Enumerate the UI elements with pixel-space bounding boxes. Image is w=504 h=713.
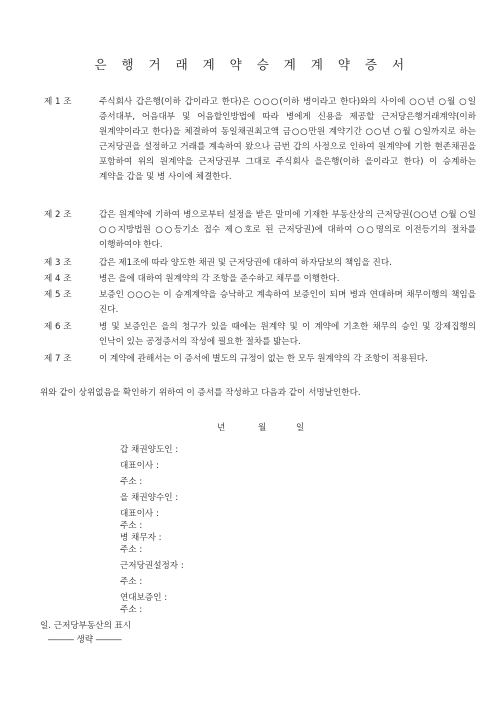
document-title: 은 행 거 래 계 약 승 계 계 약 증 서 [94,57,410,72]
article-number: 제 2 조 [44,210,72,220]
transferor-rep-label: 대표이사 : [120,461,159,471]
article-number: 제 3 조 [44,258,72,268]
transferor-addr-label: 주소 : [120,477,143,487]
date-day: 일 [296,423,305,433]
guarantor-label: 연대보증인 : [120,593,168,603]
debtor-addr-label: 주소 : [120,545,143,555]
debtor-label: 병 채무자 : [120,533,162,543]
guarantor-addr-label: 주소 : [120,605,143,615]
transferor-label: 갑 채권양도인 : [120,445,179,455]
article-number: 제 5 조 [44,290,72,300]
date-month: 월 [258,423,267,433]
article-number: 제 1 조 [44,97,72,107]
article-2 [44,208,476,253]
closing-statement: 위와 같이 상위없음을 확인하기 위하여 이 증서를 작성하고 다음과 같이 서명날인한다. [40,388,361,398]
article-text: 이 계약에 관해서는 이 증서에 별도의 규정이 없는 한 모두 원계약의 각 조항이 적용된다. [99,354,428,364]
transferee-rep-label: 대표이사 : [120,509,159,519]
article-text: 보증인 ○○○는 이 승계계약을 승낙하고 계속하여 보증인이 되며 병과 연대하며 채무이행의 책임을 진다. [99,290,476,315]
mortgagor-addr-label: 주소 : [120,577,143,587]
article-1 [44,95,476,185]
article-6 [44,320,476,350]
appendix-omitted: ――― 생략 ――― [48,635,122,645]
article-number: 제 4 조 [44,274,72,284]
article-text: 갑은 제1조에 따라 양도한 채권 및 근저당권에 대하여 하자담보의 책임을 진다. [99,258,392,268]
mortgagor-label: 근저당권설정자 : [120,561,184,571]
article-3 [44,256,476,271]
article-4 [44,272,476,287]
transferee-label: 을 채권양수인 : [120,493,179,503]
date-year: 년 [217,423,226,433]
article-5 [44,288,476,318]
article-7 [44,352,476,367]
appendix-title: 일. 근저당부동산의 표시 [40,621,132,631]
article-text: 갑은 원계약에 기하여 병으로부터 설정을 받은 말미에 기재한 부동산상의 근저당권(○○년 ○월 ○일 ○○지방법원 ○○등기소 접수 제○호로 된 근저당권)에 대하여 ○○명의로 이전등기의 절차를 이행하여야 한다. [99,210,476,250]
transferee-addr-label: 주소 : [120,521,143,531]
article-text: 병은 을에 대하여 원계약의 각 조항을 준수하고 채무를 이행한다. [99,274,340,284]
article-number: 제 6 조 [44,322,72,332]
article-text: 주식회사 갑은행(이하 갑이라고 한다)은 ○○○(이하 병이라고 한다)와의 사이에 ○○년 ○월 ○일 증서대부, 어음대부 및 어음할인방법에 따라 병에게 신용을 제공할 근저당은행거래계약(이하 원계약이라고 한다)을 체결하여 동일채권최고액 금○○만원 계약기간 ○○년 ○월 ○일까지로 하는 근저당권을 설정하고 거래를 계속하여 왔으나 금번 갑의 사정으로 인하여 원계약에 기한 현존채권을 포함하여 위의 원계약을 근저당권부 그대로 주식회사 을은행(이하 을이라고 한다) 이 승계하는 계약을 갑을 및 병 사이에 체결한다. [99,97,476,182]
article-text: 병 및 보증인은 을의 청구가 있을 때에는 원계약 및 이 계약에 기초한 채무의 승인 및 강제집행의 인낙이 있는 공정증서의 작성에 필요한 절차를 밟는다. [99,322,476,347]
article-number: 제 7 조 [44,354,72,364]
